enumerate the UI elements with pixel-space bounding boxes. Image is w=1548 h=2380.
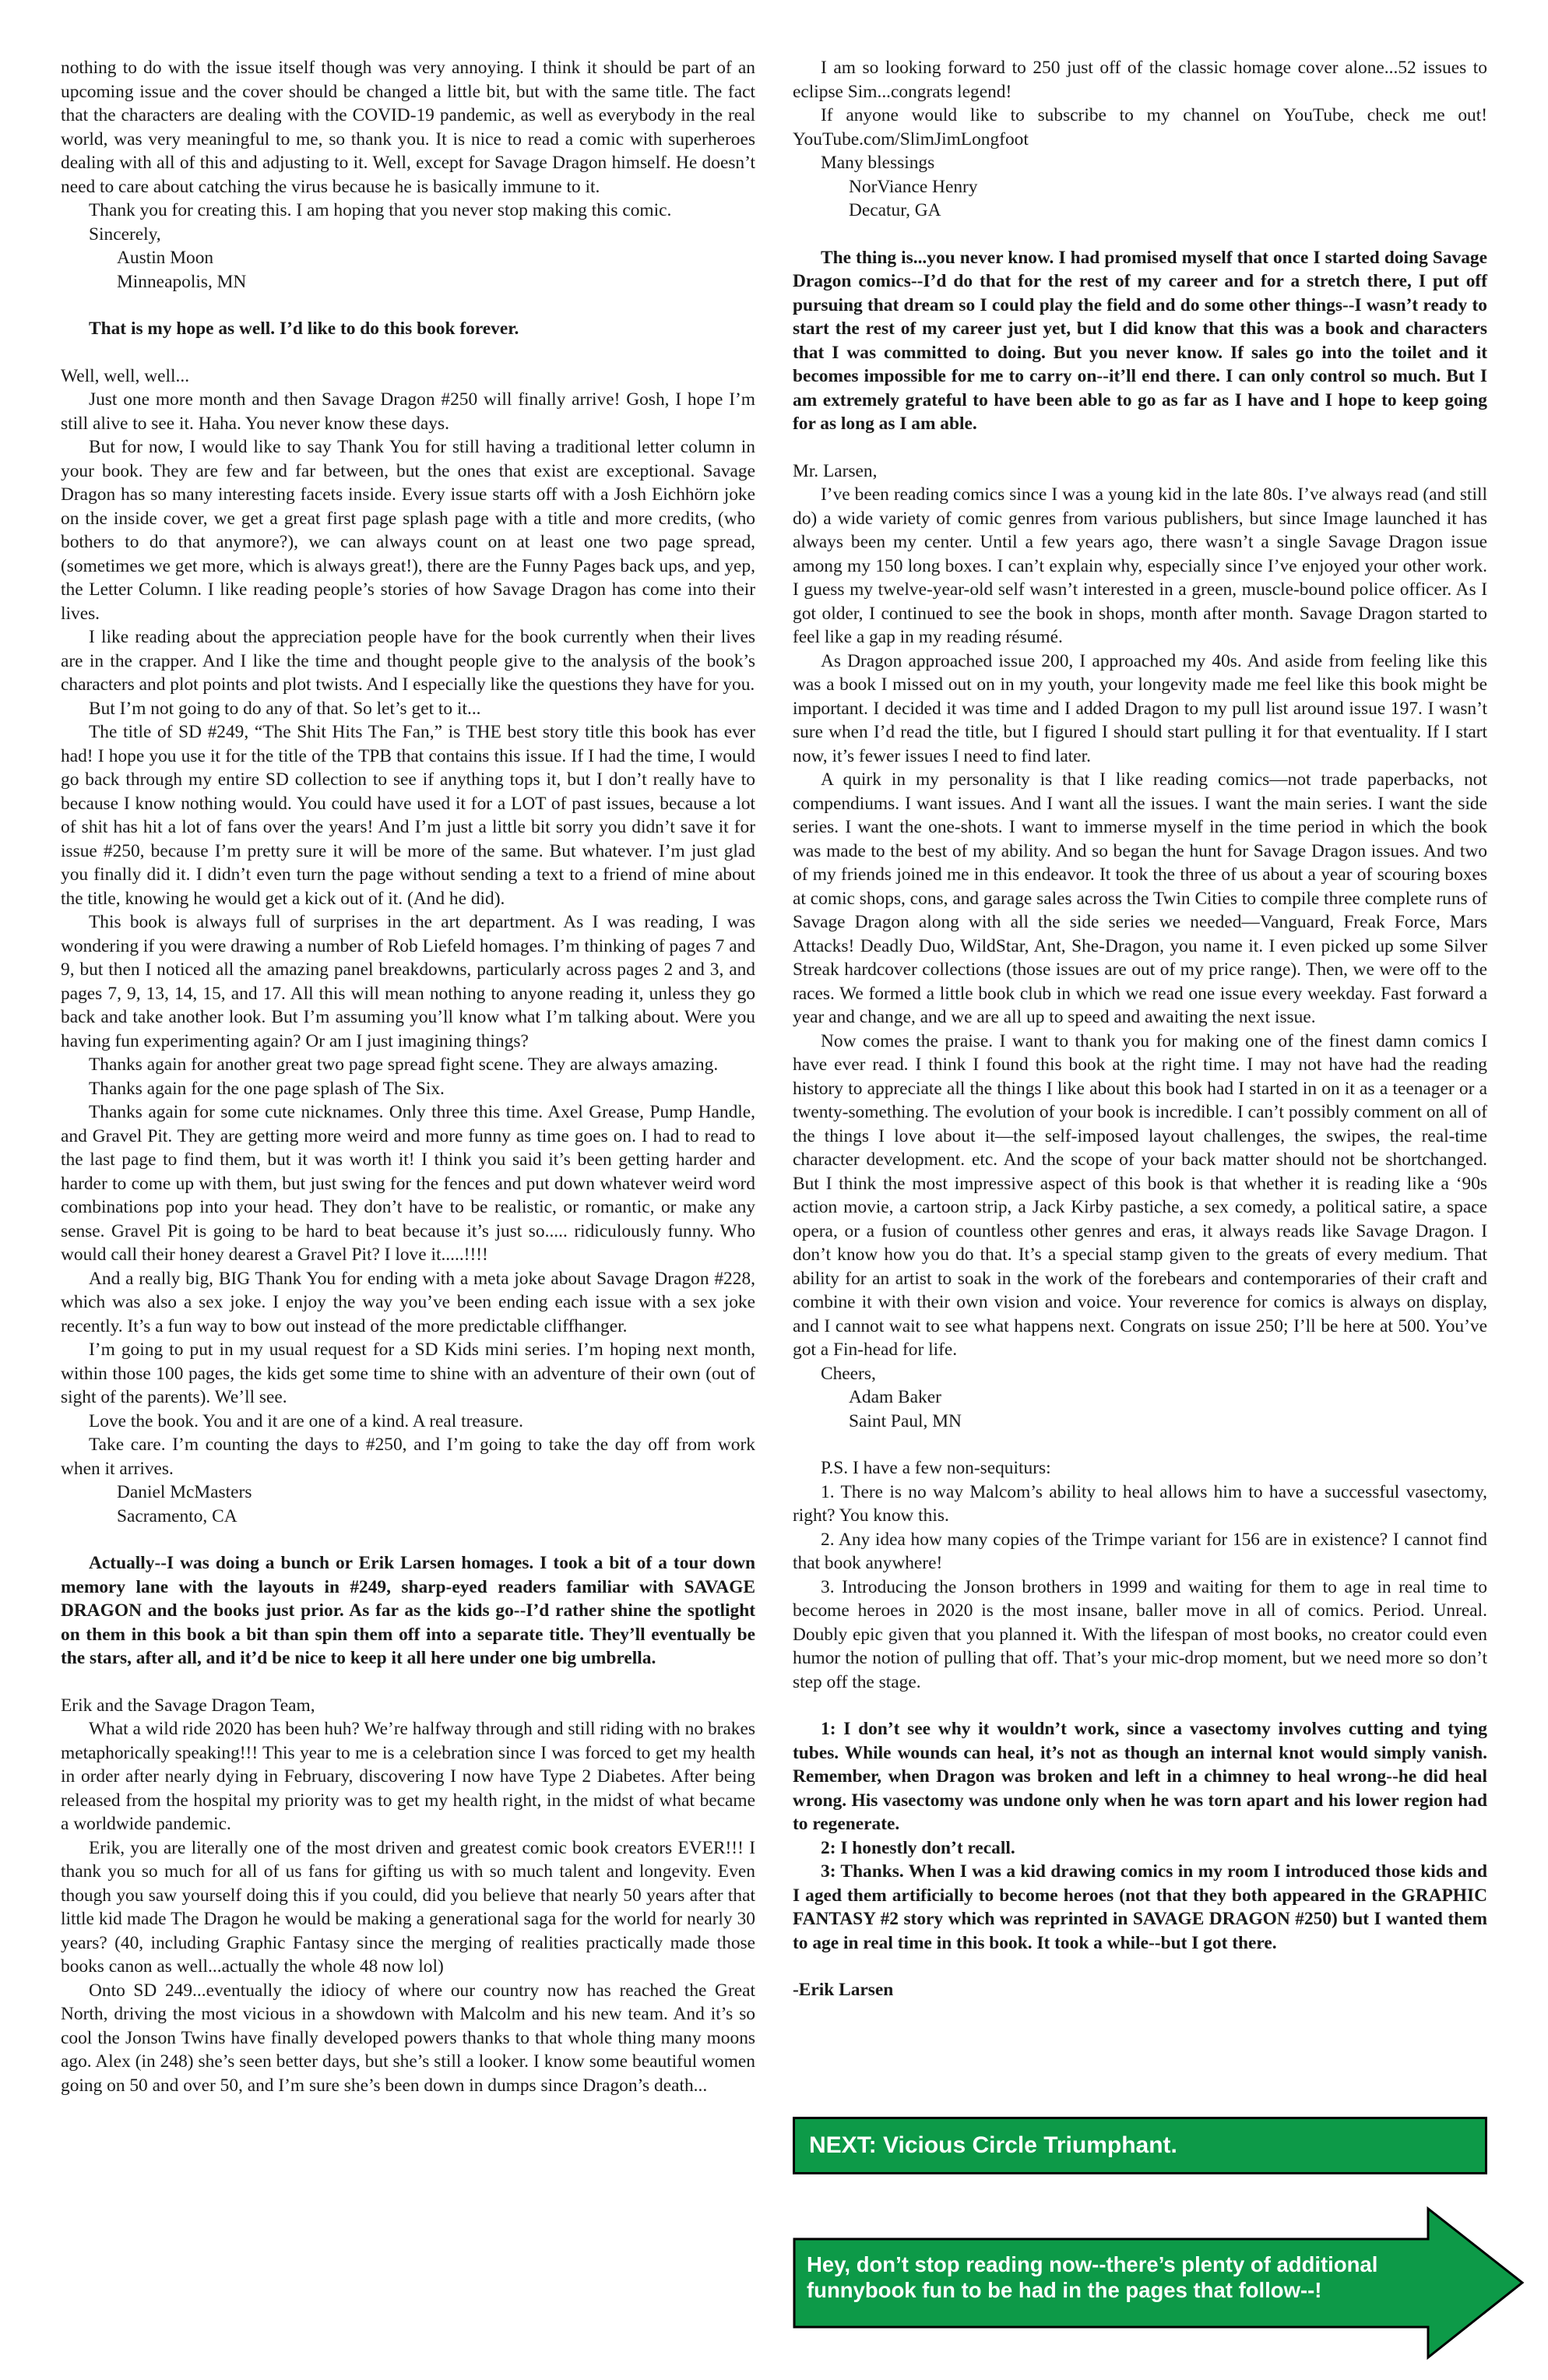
editor-reply-paragraph: 2: I honestly don’t recall. [821, 1837, 1015, 1858]
letter-paragraph: This book is always full of surprises in the art department. As I was reading, I was wondering if you were drawing a number of Rob Liefeld homages. I’m thinking of pages 7 and 9, but then I noticed all the amazing panel breakdowns, particularly across pages 2 and 3, and pages 7, 9, 13, 14, 15, and 17. All this will mean nothing to anyone reading it, unless they go back and take another look. But I’m assuming you’ll know what I’m talking about. Were you having fun experimenting again? Or am I just imagining things? [61, 912, 755, 1051]
letter-paragraph: Thank you for creating this. I am hoping that you never stop making this comic. [89, 200, 672, 220]
letter-paragraph: Many blessings [821, 153, 935, 173]
editor-reply-paragraph: 1: I don’t see why it wouldn’t work, since a vasectomy involves cutting and tying tubes. While wounds can heal, it’s not as though an internal knot would simply vanish. Remember, when Dragon was broken and left in a chimney to heal wrong--he did heal wrong. His vasectomy was undone only when he was torn apart and his lower region had to regenerate. [793, 1719, 1487, 1834]
letter-paragraph: nothing to do with the issue itself though was very annoying. I think it should be part of an upcoming issue and the cover should be changed a little bit, but with the same title. The fact that the characters are dealing with the COVID-19 pandemic, as well as everybody in the real world, was very meaningful to me, so thank you. It is nice to read a comic with superheroes dealing with all of this and adjusting to it. Well, except for Savage Dragon himself. He doesn’t need to care about catching the virus because he is basically immune to it. [61, 58, 755, 197]
letter-paragraph: Thanks again for some cute nicknames. Only three this time. Axel Grease, Pump Handle, and Gravel Pit. They are getting more weird and more funny as time goes on. I had to read to the last page to find them, but it was worth it! I think you said it’s been getting harder and harder to come up with them, but just swing for the fences and put down whatever weird word combinations pop into your head. They don’t have to be realistic, or romantic, or make any sense. Gravel Pit is going to be hard to beat because it’s just so..... ridiculously funny. Who would call their honey dearest a Gravel Pit? I love it.....!!!! [61, 1102, 755, 1265]
letter-paragraph: I like reading about the appreciation people have for the book currently when their lives are in the crapper. And I like the time and thought people give to the analysis of the book’s characters and plot points and plot twists. And I especially like the questions they have for you. [61, 627, 755, 695]
letter-paragraph: I am so looking forward to 250 just off of the classic homage cover alone...52 issues to eclipse Sim...congrats legend! [793, 58, 1487, 102]
letter-paragraph: Sacramento, CA [117, 1505, 237, 1526]
editor-reply-paragraph: -Erik Larsen [793, 1980, 894, 2000]
letter-paragraph: A quirk in my personality is that I like reading comics—not trade paperbacks, not compendiums. I want issues. And I want all the issues. I want the main series. I want the side series. I want the one-shots. I want to immerse myself in the time period in which the book was made to the best of my ability. And so began the hunt for Savage Dragon issues. And two of my friends joined me in this endeavor. It took the three of us about a year of scouring boxes at comic shops, cons, and garage sales across the Twin Cities to compile three complete runs of Savage Dragon along with all the side series we needed—Vanguard, Freak Force, Mars Attacks! Deadly Duo, WildStar, Ant, She-Dragon, you name it. I even picked up some Silver Streak hardcover collections (those issues are out of my price range). Then, we were off to the races. We formed a little book club in which we read one issue every weekday. Fast forward a year and change, and we are all up to speed and awaiting the next issue. [793, 769, 1487, 1027]
editor-reply-paragraph: That is my hope as well. I’d like to do this book forever. [89, 319, 519, 339]
letter-paragraph: As Dragon approached issue 200, I approached my 40s. And aside from feeling like this was a book I missed out on in my youth, your longevity made me feel like this book might be important. I decided it was time and I added Dragon to my pull list around issue 197. I wasn’t sure when I’d read the title, but I figured I should start pulling it for that eventuality. If I start now, it’s fewer issues I need to find later. [793, 650, 1487, 766]
letter-paragraph: 3. Introducing the Jonson brothers in 1999 and waiting for them to age in real time to become heroes in 2020 is the most insane, baller move in all of comics. Period. Unreal. Doubly epic given that you planned it. With the lifespan of most books, no creator could even humor the notion of pulling that off. That’s your mic-drop moment, but we need more so don’t step off the stage. [793, 1576, 1487, 1692]
right-column [793, 56, 1487, 2002]
letter-paragraph: Onto SD 249...eventually the idiocy of where our country now has reached the Great North, driving the most vicious in a showdown with Malcolm and his new team. And it’s so cool the Jonson Twins have finally developed powers thanks to that whole thing many moons ago. Alex (in 248) she’s seen better days, but she’s still a looker. I know some beautiful women going on 50 and over 50, and I’m sure she’s been down in dumps since Dragon’s death... [61, 1980, 755, 2096]
continue-reading-arrow [793, 2206, 1525, 2360]
editor-reply-paragraph: The thing is...you never know. I had promised myself that once I started doing Savage Dragon comics--I’d do that for the rest of my career and for a stretch there, I put off pursuing that dream so I could play the field and do some other things--I wasn’t ready to start the rest of my career just yet, but I did know that this was a book and characters that I was committed to doing. But you never know. If sales go into the toilet and it becomes impossible for me to carry on--it’ll end there. I can only control so much. But I am extremely grateful to have been able to go as far as I have and I hope to keep going for as long as I am able. [793, 247, 1487, 434]
letter-paragraph: NorViance Henry [849, 176, 978, 197]
continue-reading-text: Hey, don’t stop reading now--there’s plenty of additional funnybook fun to be had in the pages that follow--! [807, 2252, 1378, 2302]
next-issue-text: NEXT: Vicious Circle Triumphant. [809, 2132, 1177, 2158]
letter-paragraph: Just one more month and then Savage Dragon #250 will finally arrive! Gosh, I hope I’m still alive to see it. Haha. You never know these days. [61, 389, 755, 434]
letter-paragraph: Sincerely, [89, 224, 161, 245]
letter-paragraph: P.S. I have a few non-sequiturs: [821, 1458, 1051, 1478]
letter-paragraph: Minneapolis, MN [117, 271, 247, 292]
letter-paragraph: Take care. I’m counting the days to #250, and I’m going to take the day off from work when it arrives. [61, 1435, 755, 1479]
letter-paragraph: If anyone would like to subscribe to my channel on YouTube, check me out! YouTube.com/SlimJimLongfoot [793, 105, 1487, 150]
letter-paragraph: But for now, I would like to say Thank You for still having a traditional letter column in your book. They are few and far between, but the ones that exist are exceptional. Savage Dragon has so many interesting facets inside. Every issue starts off with a Josh Eichhörn joke on the inside cover, we get a great first page splash page with a title and more credits, (who bothers to do that anymore?), we can always count on at least one two page spread, (sometimes we get more, which is always great!), there are the Funny Pages back ups, and yep, the Letter Column. I like reading people’s stories of how Savage Dragon has come into their lives. [61, 437, 755, 624]
editor-reply-paragraph: Actually--I was doing a bunch or Erik Larsen homages. I took a bit of a tour down memory lane with the layouts in #249, sharp-eyed readers familiar with SAVAGE DRAGON and the books just prior. As far as the kids go--I’d rather shine the spotlight on them in this book a bit than spin them off into a separate title. They’ll eventually be the stars, after all, and it’d be nice to keep it all here under one big umbrella. [61, 1553, 755, 1668]
letter-paragraph: Thanks again for another great two page spread fight scene. They are always amazing. [89, 1054, 719, 1075]
letter-paragraph: And a really big, BIG Thank You for ending with a meta joke about Savage Dragon #228, which was also a sex joke. I enjoy the way you’ve been ending each issue with a sex joke recently. It’s a fun way to bow out instead of the more predictable cliffhanger. [61, 1268, 755, 1336]
letter-paragraph: Adam Baker [849, 1387, 941, 1407]
letter-paragraph: The title of SD #249, “The Shit Hits The Fan,” is THE best story title this book has ever had! I hope you use it for the title of the TPB that contains this issue. If I had the time, I would go back through my entire SD collection to see if anything tops it, but I don’t really have to because I know nothing would. You could have used it for a LOT of past issues, because a lot of shit has hit a lot of fans over the years! And I’m just a little bit sorry you didn’t save it for issue #250, because I’m pretty sure it will be more of the same. But whatever. I’m just glad you finally did it. I didn’t even turn the page without sending a text to a friend of mine about the title, knowing he would get a kick out of it. (And he did). [61, 722, 755, 909]
letter-paragraph: I’m going to put in my usual request for a SD Kids mini series. I’m hoping next month, within those 100 pages, the kids get some time to shine with an adventure of their own (out of sight of the parents). We’ll see. [61, 1340, 755, 1407]
letter-paragraph: Now comes the praise. I want to thank you for making one of the finest damn comics I have ever read. I think I found this book at the right time. I may not have had the reading history to appreciate all the things I like about this book had I started in on it as a teenager or a twenty-something. The evolution of your book is incredible. I can’t possibly comment on all of the things I love about it—the self-imposed layout challenges, the swipes, the real-time character development. etc. And the scope of your back matter should not be shortchanged. But I think the most impressive aspect of this book is that whether it is reading like a ‘90s action movie, a cartoon strip, a Jack Kirby pastiche, a sex comedy, a political satire, a space opera, or a fusion of countless other genres and eras, it always reads like Savage Dragon. I don’t know how you do that. It’s a special stamp given to the greats of every medium. That ability for an artist to soak in the work of the forebears and contemporaries of their craft and combine it with their own vision and voice. Your reverence for comics is always on display, and I cannot wait to see what happens next. Congrats on issue 250; I’ll be here at 500. You’ve got a Fin-head for life. [793, 1030, 1487, 1360]
letter-paragraph: I’ve been reading comics since I was a young kid in the late 80s. I’ve always read (and still do) a wide variety of comic genres from various publishers, but since Image launched it has always been my center. Until a few years ago, there wasn’t a single Savage Dragon issue among my 150 long boxes. I can’t explain why, especially since I’ve enjoyed your other work. I guess my twelve-year-old self wasn’t interested in a green, muscle-bound police officer. As I got older, I continued to see the book in shops, month after month. Savage Dragon started to feel like a gap in my reading résumé. [793, 484, 1487, 647]
editor-reply-paragraph: 3: Thanks. When I was a kid drawing comics in my room I introduced those kids and I aged them artificially to become heroes (not that they both appeared in the GRAPHIC FANTASY #2 story which was reprinted in SAVAGE DRAGON #250) but I wanted them to age in real time in this book. It took a while--but I got there. [793, 1861, 1487, 1953]
letter-paragraph: Cheers, [821, 1363, 876, 1384]
letter-paragraph: Saint Paul, MN [849, 1410, 962, 1431]
letter-paragraph: Erik and the Savage Dragon Team, [61, 1695, 315, 1716]
letter-paragraph: Mr. Larsen, [793, 460, 878, 481]
letter-paragraph: Austin Moon [117, 248, 214, 268]
next-issue-banner [793, 2117, 1487, 2174]
letter-paragraph: 2. Any idea how many copies of the Trimpe variant for 156 are in existence? I cannot find that book anywhere! [793, 1529, 1487, 1573]
letter-paragraph: Erik, you are literally one of the most driven and greatest comic book creators EVER!!! I thank you so much for all of us fans for gifting us with so much talent and longevity. Even though you saw yourself doing this if you could, did you believe that nearly 50 years after that little kid made The Dragon he would be making a generational saga for the world for nearly 30 years? (40, including Graphic Fantasy since the merging of realities practically made those books canon as well...actually the whole 48 now lol) [61, 1837, 755, 1977]
letter-paragraph: Daniel McMasters [117, 1482, 252, 1502]
letter-paragraph: Thanks again for the one page splash of The Six. [89, 1078, 445, 1099]
letter-paragraph: What a wild ride 2020 has been huh? We’re halfway through and still riding with no brakes metaphorically speaking!!! This year to me is a celebration since I was forced to get my health in order after nearly dying in February, discovering I now have Type 2 Diabetes. After being released from the hospital my priority was to get my health right, in the midst of what became a worldwide pandemic. [61, 1719, 755, 1834]
letter-paragraph: Decatur, GA [849, 200, 941, 220]
letter-paragraph: Love the book. You and it are one of a kind. A real treasure. [89, 1410, 523, 1431]
letter-paragraph: But I’m not going to do any of that. So let’s get to it... [89, 698, 481, 719]
left-column [61, 56, 755, 2097]
letter-paragraph: 1. There is no way Malcom’s ability to heal allows him to have a successful vasectomy, right? You know this. [793, 1481, 1487, 1526]
letter-paragraph: Well, well, well... [61, 365, 190, 386]
